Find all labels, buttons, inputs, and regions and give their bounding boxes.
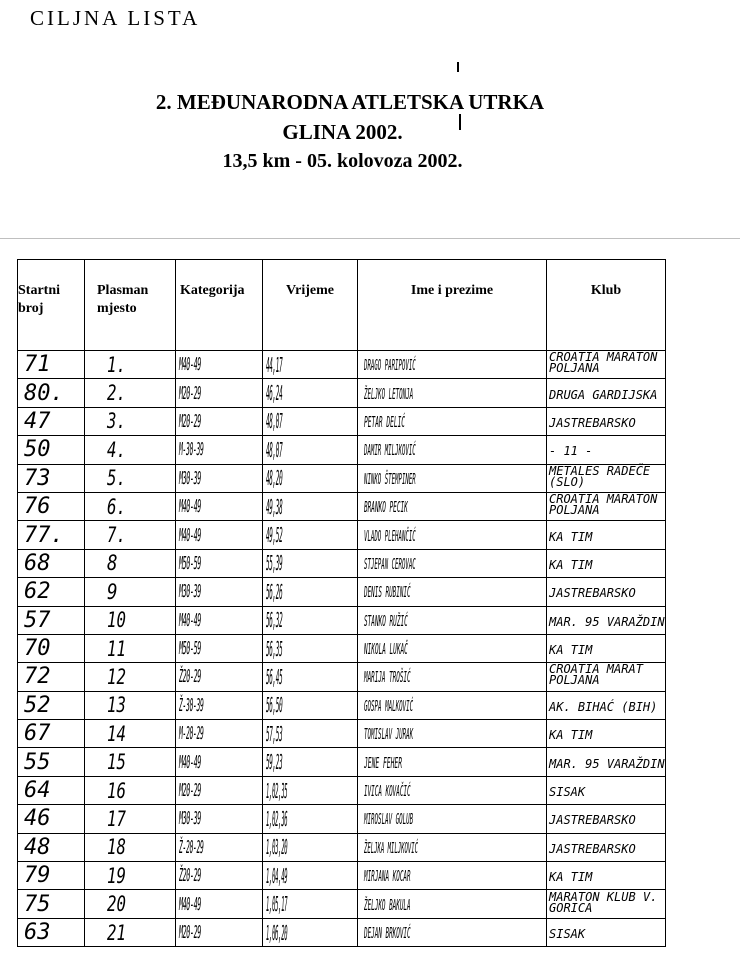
cell-startni-broj — [18, 379, 85, 407]
cell-ime-text: BRANKO PECIK — [364, 498, 408, 517]
cell-vrijeme-text: 48,20 — [266, 466, 283, 491]
cell-klub-text: KA TIM — [549, 870, 593, 885]
cell-plasman — [85, 918, 176, 946]
table-row — [18, 521, 666, 549]
cell-startni-broj-text: 55 — [24, 749, 51, 775]
cell-ime — [358, 918, 547, 946]
cell-startni-broj — [18, 606, 85, 634]
cell-vrijeme — [263, 720, 358, 748]
cell-klub — [547, 748, 666, 776]
cell-vrijeme-text: 1,02,35 — [266, 778, 288, 803]
cell-ime — [358, 776, 547, 804]
cell-plasman — [85, 464, 176, 492]
cell-klub-text: MARATON KLUB V. GORICA — [549, 889, 658, 915]
cell-startni-broj — [18, 862, 85, 890]
cell-ime-text: DAMIR MILJKOVIĆ — [364, 441, 416, 460]
cell-vrijeme — [263, 691, 358, 719]
cell-klub-text: KA TIM — [549, 728, 593, 743]
cell-kategorija — [176, 748, 263, 776]
cell-vrijeme-text: 56,50 — [266, 693, 283, 718]
cell-klub-text: JASTREBARSKO — [549, 841, 636, 856]
cell-klub — [547, 805, 666, 833]
cell-startni-broj-text: 48 — [24, 834, 51, 860]
doc-title: CILJNA LISTA — [30, 6, 201, 30]
cell-startni-broj-text: 50 — [24, 437, 51, 463]
cell-vrijeme-text: 48,07 — [266, 437, 283, 462]
cell-kategorija-text: M40-49 — [179, 609, 201, 631]
cell-klub — [547, 890, 666, 918]
cell-ime-text: STJEPAN CEROVAC — [364, 554, 416, 573]
cell-klub-text: KA TIM — [549, 557, 593, 572]
header-kategorija: Kategorija — [176, 260, 263, 351]
cell-startni-broj — [18, 578, 85, 606]
cell-ime-text: VLADO PLEHANČIĆ — [364, 526, 416, 545]
cell-startni-broj — [18, 436, 85, 464]
cell-vrijeme-text: 56,26 — [266, 579, 283, 604]
cell-plasman-text: 8 — [107, 551, 118, 576]
cell-plasman-text: 14 — [107, 721, 126, 746]
cell-kategorija — [176, 805, 263, 833]
cell-ime-text: ŽELJKO LETONJA — [364, 384, 414, 403]
cell-startni-broj — [18, 776, 85, 804]
cell-kategorija — [176, 862, 263, 890]
table-row — [18, 691, 666, 719]
cell-plasman — [85, 748, 176, 776]
cell-ime — [358, 720, 547, 748]
cell-startni-broj-text: 63 — [24, 920, 51, 945]
cell-plasman — [85, 436, 176, 464]
cell-klub — [547, 833, 666, 861]
table-row — [18, 464, 666, 492]
cell-vrijeme — [263, 805, 358, 833]
cell-ime — [358, 833, 547, 861]
cell-klub — [547, 862, 666, 890]
cell-plasman — [85, 606, 176, 634]
cell-startni-broj-text: 79 — [24, 863, 51, 889]
cell-klub-text: CROATIA MARAT POLJANA — [549, 662, 643, 688]
cell-plasman — [85, 492, 176, 520]
cell-plasman — [85, 578, 176, 606]
cell-klub-text: CROATIA MARATON POLJANA — [549, 492, 658, 518]
table-row — [18, 436, 666, 464]
cell-ime-text: MARIJA TROŠIĆ — [364, 668, 411, 687]
table-row — [18, 862, 666, 890]
cell-klub-text: AK. BIHAĆ (BIH) — [549, 699, 658, 714]
cell-klub — [547, 918, 666, 946]
cell-ime — [358, 663, 547, 691]
cell-klub — [547, 776, 666, 804]
cell-ime-text: JENE FEHER — [364, 753, 403, 772]
cell-startni-broj-text: 68 — [24, 550, 51, 576]
cell-startni-broj — [18, 890, 85, 918]
cell-plasman-text: 5. — [107, 466, 126, 491]
table-row — [18, 833, 666, 861]
cell-vrijeme-text: 1,05,17 — [266, 892, 288, 917]
cell-ime — [358, 379, 547, 407]
cell-kategorija — [176, 663, 263, 691]
cell-kategorija-text: M30-39 — [179, 581, 201, 603]
cell-vrijeme — [263, 578, 358, 606]
table-row — [18, 351, 666, 379]
cell-kategorija — [176, 407, 263, 435]
cell-ime-text: STANKO RUŽIĆ — [364, 611, 408, 630]
cell-kategorija — [176, 776, 263, 804]
table-row — [18, 890, 666, 918]
cell-vrijeme — [263, 634, 358, 662]
cell-vrijeme — [263, 606, 358, 634]
cell-plasman — [85, 890, 176, 918]
cell-startni-broj-text: 80. — [24, 380, 64, 406]
cell-plasman — [85, 805, 176, 833]
heading-place-year: GLINA 2002. — [282, 120, 403, 144]
cell-plasman-text: 12 — [107, 664, 126, 689]
table-row — [18, 748, 666, 776]
cell-vrijeme — [263, 890, 358, 918]
cell-startni-broj — [18, 720, 85, 748]
table-row — [18, 578, 666, 606]
cell-plasman-text: 4. — [107, 437, 126, 462]
table-row — [18, 634, 666, 662]
cell-ime-text: PETAR DELIĆ — [364, 412, 406, 431]
cell-vrijeme-text: 46,24 — [266, 381, 283, 406]
table-row — [18, 918, 666, 946]
cell-ime — [358, 436, 547, 464]
cell-klub — [547, 351, 666, 379]
cell-vrijeme-text: 48,07 — [266, 409, 283, 434]
cell-vrijeme — [263, 464, 358, 492]
cell-vrijeme-text: 1,06,20 — [266, 920, 288, 945]
cell-plasman-text: 3. — [107, 409, 126, 434]
cell-kategorija — [176, 464, 263, 492]
cell-vrijeme-text: 59,23 — [266, 750, 283, 775]
cell-plasman-text: 7. — [107, 523, 126, 548]
cell-plasman — [85, 549, 176, 577]
cell-klub — [547, 663, 666, 691]
cell-plasman-text: 18 — [107, 835, 126, 860]
cell-klub — [547, 521, 666, 549]
header-ime: Ime i prezime — [358, 260, 547, 351]
cell-kategorija — [176, 549, 263, 577]
cell-klub-text: KA TIM — [549, 529, 593, 544]
cell-plasman-text: 6. — [107, 494, 126, 519]
cell-klub-text: JASTREBARSKO — [549, 415, 636, 430]
cell-klub — [547, 464, 666, 492]
cell-klub — [547, 634, 666, 662]
cell-startni-broj-text: 75 — [24, 891, 51, 917]
cell-plasman-text: 19 — [107, 863, 126, 888]
cell-vrijeme-text: 49,38 — [266, 494, 283, 519]
cell-klub — [547, 578, 666, 606]
cell-kategorija-text: M40-49 — [179, 354, 201, 376]
cell-plasman-text: 20 — [107, 892, 126, 917]
cell-plasman-text: 10 — [107, 608, 126, 633]
header-startni-broj: Startni broj — [18, 260, 85, 351]
cell-plasman-text: 2. — [107, 381, 126, 406]
cell-vrijeme — [263, 549, 358, 577]
cell-startni-broj-text: 76 — [24, 494, 51, 520]
scan-speck — [457, 62, 459, 72]
cell-ime — [358, 634, 547, 662]
cell-kategorija-text: M-30-39 — [179, 439, 204, 461]
cell-startni-broj — [18, 805, 85, 833]
cell-kategorija — [176, 492, 263, 520]
header-plasman: Plasman mjesto — [85, 260, 176, 351]
cell-ime — [358, 521, 547, 549]
cell-ime — [358, 492, 547, 520]
cell-startni-broj — [18, 748, 85, 776]
cell-kategorija — [176, 918, 263, 946]
cell-kategorija — [176, 521, 263, 549]
cell-kategorija-text: M40-49 — [179, 893, 201, 915]
cell-kategorija-text: M20-29 — [179, 382, 201, 404]
cell-vrijeme — [263, 351, 358, 379]
cell-startni-broj-text: 52 — [24, 692, 51, 718]
cell-vrijeme — [263, 379, 358, 407]
cell-ime-text: IVICA KOVAČIĆ — [364, 782, 411, 801]
cell-startni-broj-text: 64 — [24, 778, 51, 804]
cell-plasman — [85, 521, 176, 549]
cell-kategorija-text: Ž20-29 — [179, 865, 201, 887]
cell-plasman-text: 15 — [107, 750, 126, 775]
cell-ime — [358, 549, 547, 577]
table-row — [18, 606, 666, 634]
cell-ime-text: NINKO ŠTEMPINER — [364, 469, 416, 488]
cell-klub-text: MAR. 95 VARAŽDIN — [549, 614, 665, 629]
cell-plasman — [85, 351, 176, 379]
table-row — [18, 720, 666, 748]
cell-ime — [358, 464, 547, 492]
cell-startni-broj-text: 73 — [24, 465, 51, 491]
cell-kategorija-text: M40-49 — [179, 496, 201, 518]
cell-plasman — [85, 407, 176, 435]
scan-speck — [0, 238, 740, 239]
cell-kategorija — [176, 890, 263, 918]
cell-startni-broj — [18, 634, 85, 662]
cell-vrijeme — [263, 918, 358, 946]
cell-vrijeme — [263, 663, 358, 691]
cell-plasman — [85, 776, 176, 804]
cell-kategorija — [176, 691, 263, 719]
cell-ime-text: GOSPA MALKOVIĆ — [364, 696, 414, 715]
cell-klub-text: - 11 - — [549, 444, 593, 459]
cell-startni-broj — [18, 833, 85, 861]
cell-startni-broj-text: 77. — [24, 522, 64, 548]
cell-plasman-text: 13 — [107, 693, 126, 718]
cell-klub — [547, 691, 666, 719]
cell-startni-broj — [18, 407, 85, 435]
cell-vrijeme-text: 49,52 — [266, 523, 283, 548]
cell-kategorija — [176, 606, 263, 634]
cell-vrijeme-text: 1,04,49 — [266, 863, 288, 888]
cell-kategorija-text: M20-29 — [179, 922, 201, 943]
cell-plasman-text: 9 — [107, 579, 118, 604]
results-table — [17, 259, 666, 947]
cell-klub-text: SISAK — [549, 927, 586, 941]
cell-plasman — [85, 663, 176, 691]
cell-klub-text: JASTREBARSKO — [549, 813, 636, 828]
cell-klub — [547, 379, 666, 407]
cell-klub — [547, 606, 666, 634]
cell-vrijeme-text: 56,45 — [266, 664, 283, 689]
cell-vrijeme — [263, 862, 358, 890]
cell-ime-text: TOMISLAV JURAK — [364, 725, 414, 744]
cell-klub-text: CROATIA MARATON POLJANA — [549, 350, 658, 376]
cell-vrijeme-text: 57,53 — [266, 721, 283, 746]
cell-ime — [358, 606, 547, 634]
cell-klub-text: METALES RADEČE (SLO) — [549, 463, 651, 489]
cell-vrijeme — [263, 521, 358, 549]
header-vrijeme: Vrijeme — [263, 260, 358, 351]
cell-klub-text: DRUGA GARDIJSKA — [549, 387, 658, 402]
cell-plasman-text: 21 — [107, 920, 126, 945]
cell-vrijeme — [263, 436, 358, 464]
scan-speck — [459, 114, 461, 130]
cell-kategorija-text: M40-49 — [179, 524, 201, 546]
cell-kategorija-text: M40-49 — [179, 751, 201, 773]
cell-plasman — [85, 379, 176, 407]
cell-kategorija-text: M50-59 — [179, 638, 201, 660]
cell-startni-broj-text: 46 — [24, 806, 51, 832]
table-row — [18, 407, 666, 435]
heading-event: 2. MEĐUNARODNA ATLETSKA UTRKA — [155, 90, 545, 114]
cell-klub — [547, 407, 666, 435]
cell-vrijeme — [263, 748, 358, 776]
header-klub: Klub — [547, 260, 666, 351]
table-header-row — [18, 260, 666, 351]
cell-kategorija — [176, 720, 263, 748]
cell-kategorija — [176, 634, 263, 662]
cell-vrijeme-text: 44,17 — [266, 352, 283, 377]
cell-plasman — [85, 720, 176, 748]
cell-ime — [358, 578, 547, 606]
cell-startni-broj — [18, 351, 85, 379]
cell-plasman-text: 16 — [107, 778, 126, 803]
cell-ime-text: DRAGO PARIPOVIĆ — [364, 356, 416, 375]
cell-kategorija — [176, 578, 263, 606]
cell-startni-broj — [18, 521, 85, 549]
cell-kategorija-text: M20-29 — [179, 780, 201, 802]
cell-klub — [547, 436, 666, 464]
cell-vrijeme — [263, 833, 358, 861]
cell-kategorija — [176, 833, 263, 861]
cell-startni-broj-text: 71 — [24, 352, 51, 378]
cell-startni-broj-text: 62 — [24, 579, 51, 605]
cell-klub-text: MAR. 95 VARAŽDIN — [549, 756, 665, 771]
cell-ime — [358, 890, 547, 918]
cell-kategorija-text: Ž-20-29 — [179, 836, 204, 858]
cell-kategorija-text: M30-39 — [179, 467, 201, 489]
cell-startni-broj-text: 67 — [24, 721, 51, 747]
cell-kategorija-text: Ž-30-39 — [179, 694, 204, 716]
cell-kategorija-text: M-20-29 — [179, 723, 204, 745]
cell-vrijeme-text: 1,02,36 — [266, 806, 288, 831]
cell-plasman — [85, 691, 176, 719]
cell-ime-text: MIRJANA KOCAR — [364, 867, 411, 886]
cell-startni-broj — [18, 492, 85, 520]
cell-vrijeme — [263, 776, 358, 804]
cell-startni-broj — [18, 464, 85, 492]
cell-startni-broj — [18, 691, 85, 719]
cell-kategorija-text: Ž20-29 — [179, 666, 201, 688]
table-row — [18, 492, 666, 520]
cell-plasman-text: 17 — [107, 806, 126, 831]
cell-startni-broj-text: 72 — [24, 664, 51, 690]
cell-klub — [547, 492, 666, 520]
cell-klub — [547, 549, 666, 577]
cell-kategorija — [176, 379, 263, 407]
cell-klub — [547, 720, 666, 748]
cell-vrijeme-text: 56,35 — [266, 636, 283, 661]
cell-ime-text: MIROSLAV GOLUB — [364, 810, 414, 829]
cell-plasman — [85, 634, 176, 662]
cell-plasman-text: 11 — [107, 636, 126, 661]
cell-ime — [358, 805, 547, 833]
cell-ime-text: DENIS RUBINIĆ — [364, 583, 411, 602]
cell-startni-broj-text: 47 — [24, 408, 51, 434]
cell-kategorija-text: M20-29 — [179, 410, 201, 432]
cell-ime — [358, 691, 547, 719]
cell-ime-text: NIKOLA LUKAČ — [364, 640, 408, 659]
cell-kategorija-text: M30-39 — [179, 808, 201, 830]
heading-distance-date: 13,5 km - 05. kolovoza 2002. — [222, 150, 463, 172]
cell-klub-text: JASTREBARSKO — [549, 586, 636, 601]
cell-kategorija — [176, 436, 263, 464]
table-row — [18, 379, 666, 407]
cell-startni-broj-text: 57 — [24, 607, 51, 633]
cell-startni-broj — [18, 549, 85, 577]
table-row — [18, 663, 666, 691]
cell-vrijeme-text: 55,39 — [266, 551, 283, 576]
cell-startni-broj — [18, 663, 85, 691]
cell-kategorija-text: M50-59 — [179, 552, 201, 574]
cell-vrijeme — [263, 492, 358, 520]
cell-ime — [358, 351, 547, 379]
cell-vrijeme-text: 56,32 — [266, 608, 283, 633]
table-row — [18, 549, 666, 577]
cell-startni-broj-text: 70 — [24, 636, 51, 662]
cell-ime-text: ŽELJKO BAKULA — [364, 895, 411, 914]
cell-ime — [358, 407, 547, 435]
cell-plasman — [85, 862, 176, 890]
cell-vrijeme — [263, 407, 358, 435]
cell-ime-text: ŽELJKA MILJKOVIĆ — [364, 838, 419, 857]
cell-ime — [358, 862, 547, 890]
cell-startni-broj — [18, 918, 85, 946]
cell-klub-text: SISAK — [549, 785, 586, 800]
cell-plasman — [85, 833, 176, 861]
cell-kategorija — [176, 351, 263, 379]
table-row — [18, 776, 666, 804]
cell-ime-text: DEJAN BRKOVIĆ — [364, 924, 411, 942]
cell-ime — [358, 748, 547, 776]
cell-klub-text: KA TIM — [549, 643, 593, 658]
cell-vrijeme-text: 1,03,20 — [266, 835, 288, 860]
cell-plasman-text: 1. — [107, 352, 126, 377]
table-row — [18, 805, 666, 833]
